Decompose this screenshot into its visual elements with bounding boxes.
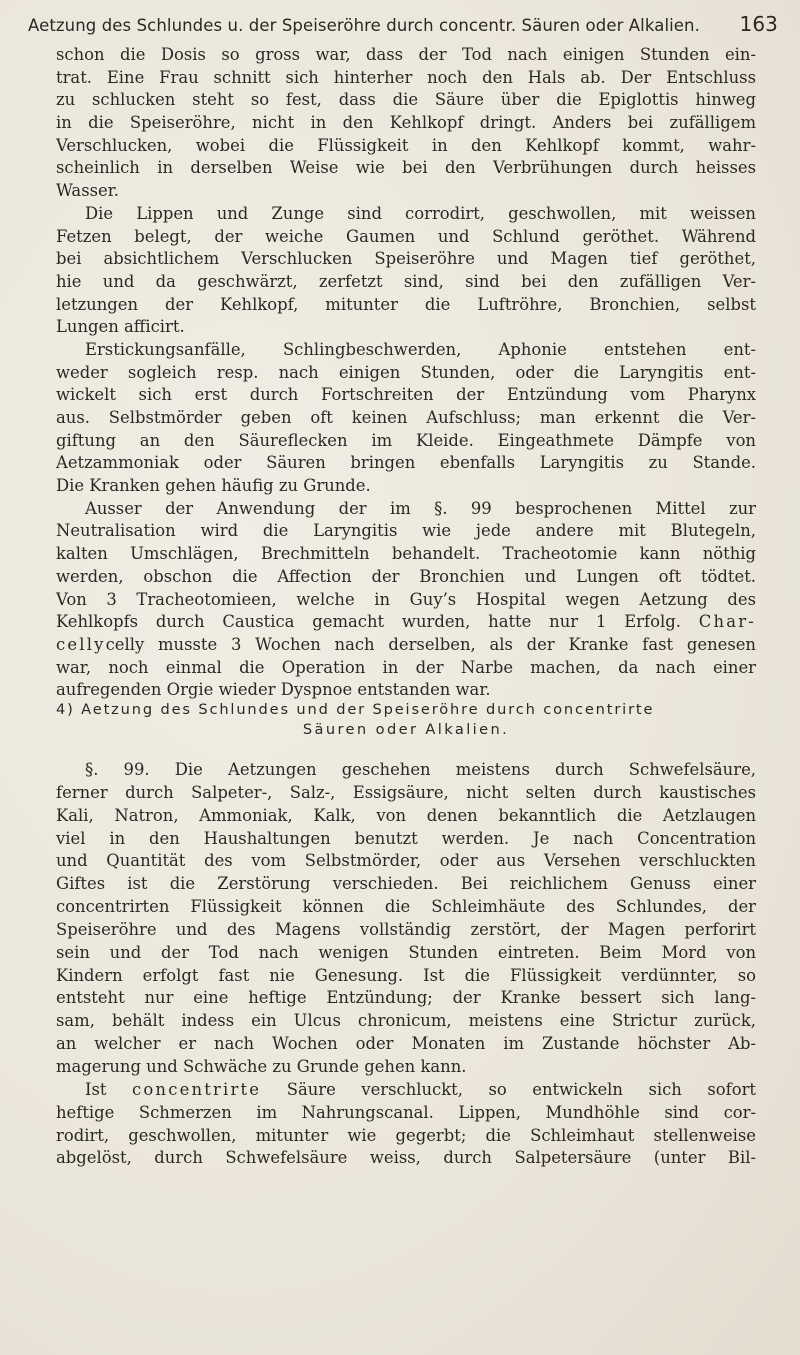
text-line: Erstickungsanfälle, Schlingbeschwerden, Aphonie entstehen ent- [85, 339, 756, 359]
text-line: zu schlucken steht so fest, dass die Säure über die Epiglottis hinweg [56, 90, 756, 110]
text-line: in die Speiseröhre, nicht in den Kehlkopf dringt. Anders bei zufälligem [56, 113, 756, 133]
text-line: Speiseröhre und des Magens vollständig zerstört, der Magen perforirt [56, 919, 756, 939]
text-line: Die Kranken gehen häufig zu Grunde. [56, 476, 371, 496]
text-line-part: Kehlkopfs durch Caustica gemacht wurden, hatte nur 1 Erfolg. [56, 612, 699, 632]
section-heading [56, 700, 756, 740]
text-line: abgelöst, durch Schwefelsäure weiss, durch Salpetersäure (unter Bil- [56, 1148, 756, 1168]
text-line-part: Ist [85, 1079, 132, 1099]
section-heading-line2: Säuren oder Alkalien. [302, 721, 510, 738]
text-line: und Quantität des vom Selbstmörder, oder aus Versehen verschluckten [56, 851, 756, 871]
text-line-mixed [56, 611, 756, 634]
text-line-mixed [56, 1079, 756, 1102]
emphasis-concentrirte: concentrirte [131, 1079, 262, 1099]
text-line: wickelt sich erst durch Fortschreiten der Entzündung vom Pharynx [56, 385, 756, 405]
text-line: sein und der Tod nach wenigen Stunden eintreten. Beim Mord von [56, 942, 756, 962]
text-block-lower [56, 759, 756, 1170]
section-heading-line1: 4) Aetzung des Schlundes und der Speiseröhre durch concentrirte [56, 701, 655, 718]
text-line: rodirt, geschwollen, mitunter wie gegerbt; die Schleimhaut stellenweise [56, 1125, 756, 1145]
text-line: weder sogleich resp. nach einigen Stunden, oder die Laryngitis ent- [56, 362, 756, 382]
text-line: heftige Schmerzen im Nahrungscanal. Lippen, Mundhöhle sind cor- [56, 1102, 756, 1122]
text-line: Neutralisation wird die Laryngitis wie jede andere mit Blutegeln, [56, 521, 756, 541]
person-name-celly: celly [56, 634, 106, 654]
text-line: §. 99. Die Aetzungen geschehen meistens durch Schwefelsäure, [85, 760, 756, 779]
text-line: Kali, Natron, Ammoniak, Kalk, von denen bekanntlich die Aetzlaugen [56, 805, 756, 825]
running-header [28, 8, 778, 38]
text-line: hie und da geschwärzt, zerfetzt sind, sind bei den zufälligen Ver- [56, 271, 756, 291]
text-line: aufregenden Orgie wieder Dyspnoe entstanden war. [56, 680, 491, 700]
text-line-part: Säure verschluckt, so entwickeln sich sofort [261, 1079, 757, 1099]
text-line: schon die Dosis so gross war, dass der Tod nach einigen Stunden ein- [56, 45, 756, 64]
text-line: entsteht nur eine heftige Entzündung; der Kranke bessert sich lang- [56, 988, 756, 1008]
text-line: ferner durch Salpeter-, Salz-, Essigsäure, nicht selten durch kaustisches [56, 782, 756, 802]
text-line-part: celly musste 3 Wochen nach derselben, als der Kranke fast genesen [105, 634, 756, 654]
person-name-char: Char- [698, 612, 756, 632]
text-line: an welcher er nach Wochen oder Monaten im Zustande höchster Ab- [56, 1034, 756, 1054]
text-line: Verschlucken, wobei die Flüssigkeit in den Kehlkopf kommt, wahr- [56, 135, 756, 155]
page-number: 163 [739, 12, 778, 36]
running-title: Aetzung des Schlundes u. der Speiseröhre durch concentr. Säuren oder Alkalien. [28, 16, 700, 35]
text-line: werden, obschon die Affection der Bronchien und Lungen oft tödtet. [56, 566, 756, 586]
text-line: Kindern erfolgt fast nie Genesung. Ist die Flüssigkeit verdünnter, so [56, 965, 756, 985]
text-line: bei absichtlichem Verschlucken Speiseröhre und Magen tief geröthet, [56, 249, 756, 269]
text-line: giftung an den Säureflecken im Kleide. Eingeathmete Dämpfe von [56, 430, 756, 450]
text-line: Aetzammoniak oder Säuren bringen ebenfalls Laryngitis zu Stande. [56, 453, 756, 473]
text-line: magerung und Schwäche zu Grunde gehen kann. [56, 1056, 467, 1076]
text-line: scheinlich in derselben Weise wie bei den Verbrühungen durch heisses [56, 158, 756, 178]
text-line: letzungen der Kehlkopf, mitunter die Luftröhre, Bronchien, selbst [56, 294, 756, 314]
text-line-mixed [56, 634, 756, 657]
text-line: Lungen afficirt. [56, 317, 185, 337]
text-line: Die Lippen und Zunge sind corrodirt, geschwollen, mit weissen [85, 203, 756, 223]
text-line: kalten Umschlägen, Brechmitteln behandelt. Tracheotomie kann nöthig [56, 544, 756, 564]
text-line: war, noch einmal die Operation in der Narbe machen, da nach einer [56, 657, 756, 677]
text-line: Ausser der Anwendung der im §. 99 besprochenen Mittel zur [85, 498, 756, 518]
text-line: Wasser. [56, 181, 119, 201]
text-line: trat. Eine Frau schnitt sich hinterher noch den Hals ab. Der Entschluss [56, 67, 756, 87]
text-line: Von 3 Tracheotomieen, welche in Guy’s Hospital wegen Aetzung des [56, 589, 756, 609]
text-line: Giftes ist die Zerstörung verschieden. Bei reichlichem Genuss einer [56, 874, 756, 894]
text-line: Fetzen belegt, der weiche Gaumen und Schlund geröthet. Während [56, 226, 756, 246]
text-line: concentrirten Flüssigkeit können die Schleimhäute des Schlundes, der [56, 897, 756, 917]
text-line: sam, behält indess ein Ulcus chronicum, meistens eine Strictur zurück, [56, 1011, 756, 1031]
text-line: aus. Selbstmörder geben oft keinen Aufschluss; man erkennt die Ver- [56, 408, 756, 427]
text-block-upper [56, 44, 756, 702]
text-line: viel in den Haushaltungen benutzt werden. Je nach Concentration [56, 828, 756, 848]
